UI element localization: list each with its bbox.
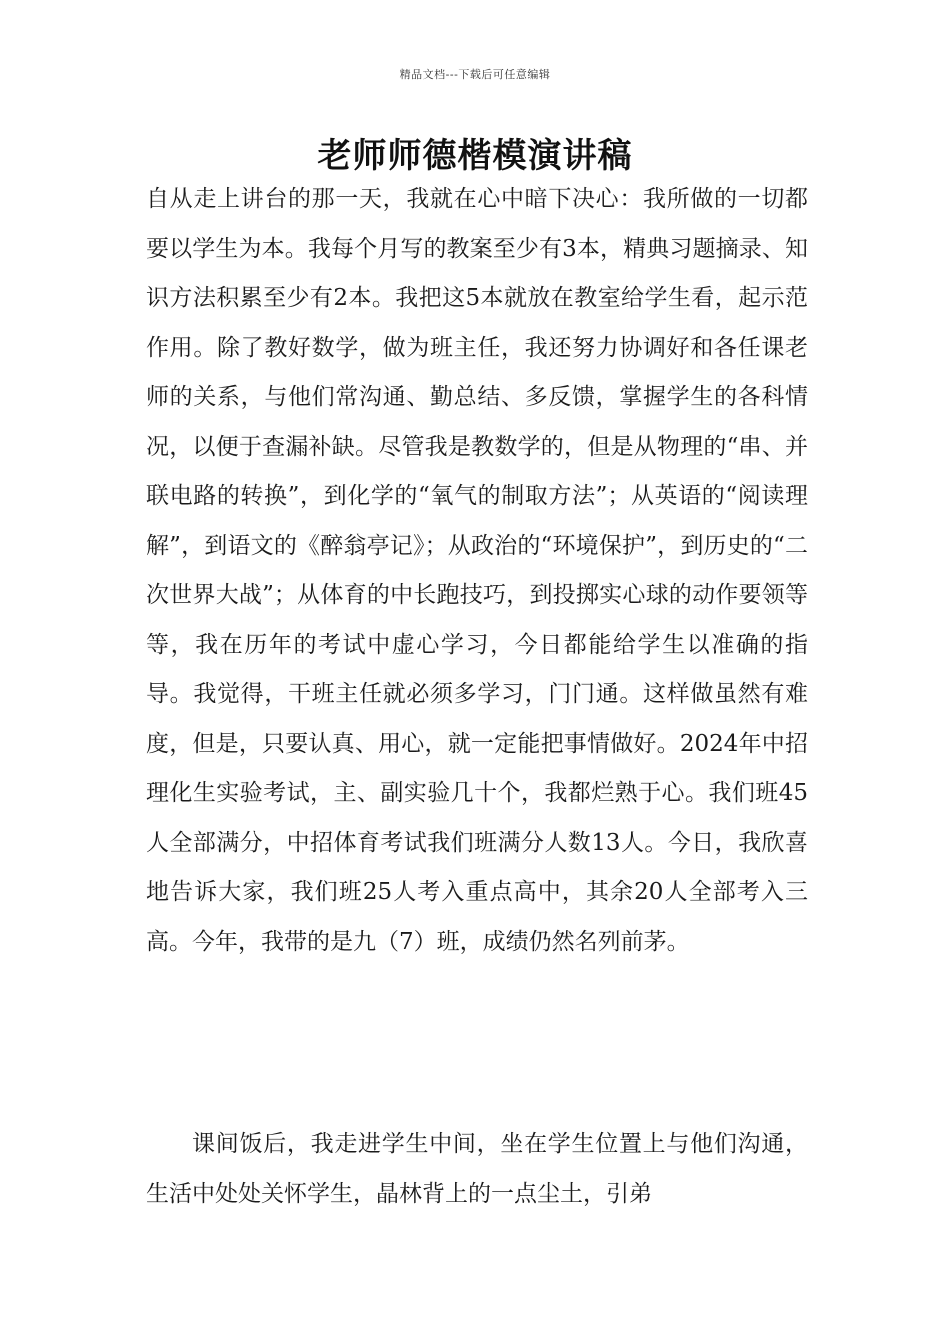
page-header-note: 精品文档---下载后可任意编辑 xyxy=(399,68,551,81)
body-paragraph-2: 课间饭后，我走进学生中间，坐在学生位置上与他们沟通，生活中处处关怀学生，晶林背上的一点尘土，引弟 xyxy=(146,1131,808,1207)
document-title: 老师师德楷模演讲稿 xyxy=(317,136,633,176)
body-paragraph-1: 自从走上讲台的那一天，我就在心中暗下决心：我所做的一切都要以学生为本。我每个月写的教案至少有3本，精典习题摘录、知识方法积累至少有2本。我把这5本就放在教室给学生看，起示范作用。除了教好数学，做为班主任，我还努力协调好和各任课老师的关系，与他们常沟通、勤总结、多反馈，掌握学生的各科情况，以便于查漏补缺。尽管我是教数学的，但是从物理的“串、并联电路的转换”，到化学的“氧气的制取方法”；从英语的“阅读理解”，到语文的《醉翁亭记》；从政治的“环境保护”，到历史的“二次世界大战”；从体育的中长跑技巧，到投掷实心球的动作要领等等，我在历年的考试中虚心学习，今日都能给学生以准确的指导。我觉得，干班主任就必须多学习，门门通。这样做虽然有难度，但是，只要认真、用心，就一定能把事情做好。2024年中招理化生实验考试，主、副实验几十个，我都烂熟于心。我们班45人全部满分，中招体育考试我们班满分人数13人。今日，我欣喜地告诉大家，我们班25人考入重点高中，其余20人全部考入三高。今年，我带的是九（7）班，成绩仍然名列前茅。 xyxy=(146,186,808,955)
